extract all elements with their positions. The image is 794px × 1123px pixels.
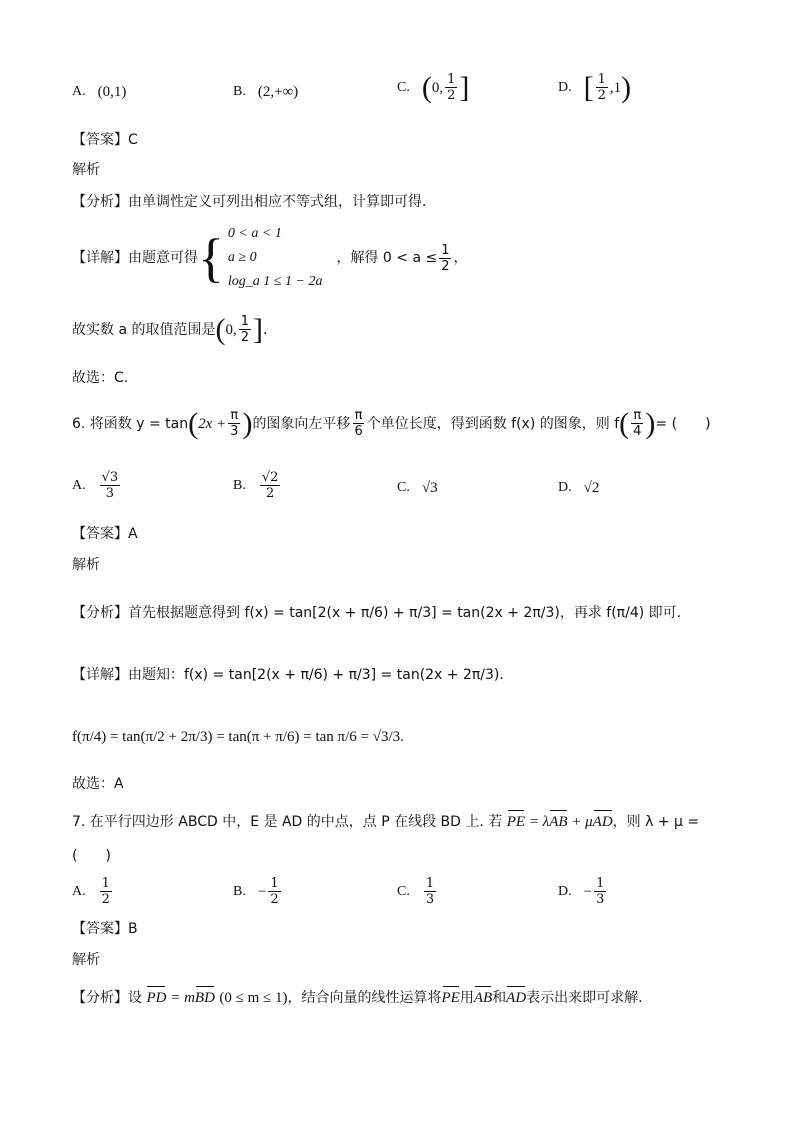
vector: BD — [194, 990, 215, 1006]
answer-line: 【答案】B — [72, 921, 138, 937]
fraction: $\frac{1}{3}$ — [425, 876, 435, 907]
question-7-paren: ( ) — [72, 848, 111, 864]
option-d: D. − $\frac{1}{3}$ — [558, 876, 605, 907]
question-7-stem: 7. 在平行四边形 ABCD 中，E 是 AD 的中点，点 P 在线段 BD 上. 若 PE = λAB + μAD，则 λ + μ = — [72, 814, 700, 830]
analysis-line: 【分析】由单调性定义可列出相应不等式组，计算即可得. — [72, 194, 427, 210]
option-label: D. — [558, 79, 572, 95]
vector: AD — [506, 990, 527, 1006]
option-value: (0,1) — [97, 84, 127, 100]
vector: AB — [473, 990, 493, 1006]
jiexi-heading: 解析 — [72, 162, 100, 178]
answer-line: 【答案】A — [72, 526, 138, 542]
detail-line: 【详解】 由题意可得 { 0 < a < 1 a ≥ 0 log_a 1 ≤ 1 − 2a ，解得 0 < a ≤ $\frac{1}{2}$ ， — [72, 222, 467, 294]
option-a: A. $\frac{√3}{3}$ — [72, 470, 119, 501]
vector: AB — [549, 814, 568, 830]
option-b: B. $\frac{√2}{2}$ — [233, 470, 279, 501]
left-brace: { — [198, 228, 224, 288]
question-6-stem: 6. 将函数 y = tan ( 2x + $\frac{\pi}{3}$ ) 的图象向左平移 $\frac{\pi}{6}$ 个单位长度，得到函数 f(x) 的图象，则 f ( $\frac{\pi}{4}$ ) = ( ) — [72, 406, 711, 440]
jiexi-heading: 解析 — [72, 557, 100, 573]
vector: PE — [441, 990, 460, 1006]
fraction: $\frac{\pi}{6}$ — [354, 408, 363, 439]
detail-line: 【详解】由题知：f(x) = tan[2(x + π/6) + π/3] = tan(2x + 2π/3). — [72, 667, 504, 683]
fraction: $\frac{√3}{3}$ — [101, 470, 119, 501]
option-b — [233, 82, 298, 102]
fraction: $\frac{1}{2}$ — [441, 242, 450, 274]
equation-system: { 0 < a < 1 a ≥ 0 log_a 1 ≤ 1 − 2a — [198, 226, 323, 289]
fraction: $\frac{\pi}{3}$ — [230, 408, 239, 439]
option-label: C. — [397, 79, 410, 95]
option-c: C. $\frac{1}{3}$ — [397, 876, 435, 907]
option-b: B. − $\frac{1}{2}$ — [233, 876, 279, 907]
option-c: C. √3 — [397, 480, 438, 496]
fraction: $\frac{√2}{2}$ — [261, 470, 279, 501]
option-label: A. — [72, 84, 86, 99]
fraction: $\frac{1}{2}$ — [597, 72, 606, 103]
fraction: $\frac{1}{3}$ — [596, 876, 605, 907]
option-value: (2,+∞) — [257, 84, 299, 100]
fraction: $\frac{1}{2}$ — [101, 876, 110, 907]
option-a: A. $\frac{1}{2}$ — [72, 876, 110, 907]
analysis-line: 【分析】设 PD = mBD (0 ≤ m ≤ 1)，结合向量的线性运算将PE用AB和AD表示出来即可求解. — [72, 990, 643, 1006]
fraction: $\frac{\pi}{4}$ — [633, 408, 642, 439]
choice-line: 故选：A — [72, 776, 124, 792]
fraction: $\frac{1}{2}$ — [270, 876, 279, 907]
option-a — [72, 82, 126, 102]
vector: PE — [506, 814, 526, 830]
choice-line: 故选：C. — [72, 370, 129, 386]
analysis-line: 【分析】首先根据题意得到 f(x) = tan[2(x + π/6) + π/3] = tan(2x + 2π/3)，再求 f(π/4) 即可. — [72, 605, 682, 621]
calc-line: f(π/4) = tan(π/2 + 2π/3) = tan(π + π/6) = tan π/6 = √3/3. — [72, 729, 404, 745]
option-d: D. √2 — [558, 480, 600, 496]
option-d: D. [ $\frac{1}{2}$ ,1 ) — [558, 70, 632, 104]
vector: AD — [592, 814, 613, 830]
vector: PD — [146, 990, 167, 1006]
answer-line: 【答案】C — [72, 132, 138, 148]
range-line: 故实数 a 的取值范围是 ( 0, $\frac{1}{2}$ ] . — [72, 312, 268, 346]
jiexi-heading: 解析 — [72, 952, 100, 968]
option-label: B. — [233, 84, 246, 99]
option-c: C. ( 0, $\frac{1}{2}$ ] — [397, 70, 470, 104]
fraction: $\frac{1}{2}$ — [447, 72, 456, 103]
fraction: $\frac{1}{2}$ — [240, 314, 250, 345]
